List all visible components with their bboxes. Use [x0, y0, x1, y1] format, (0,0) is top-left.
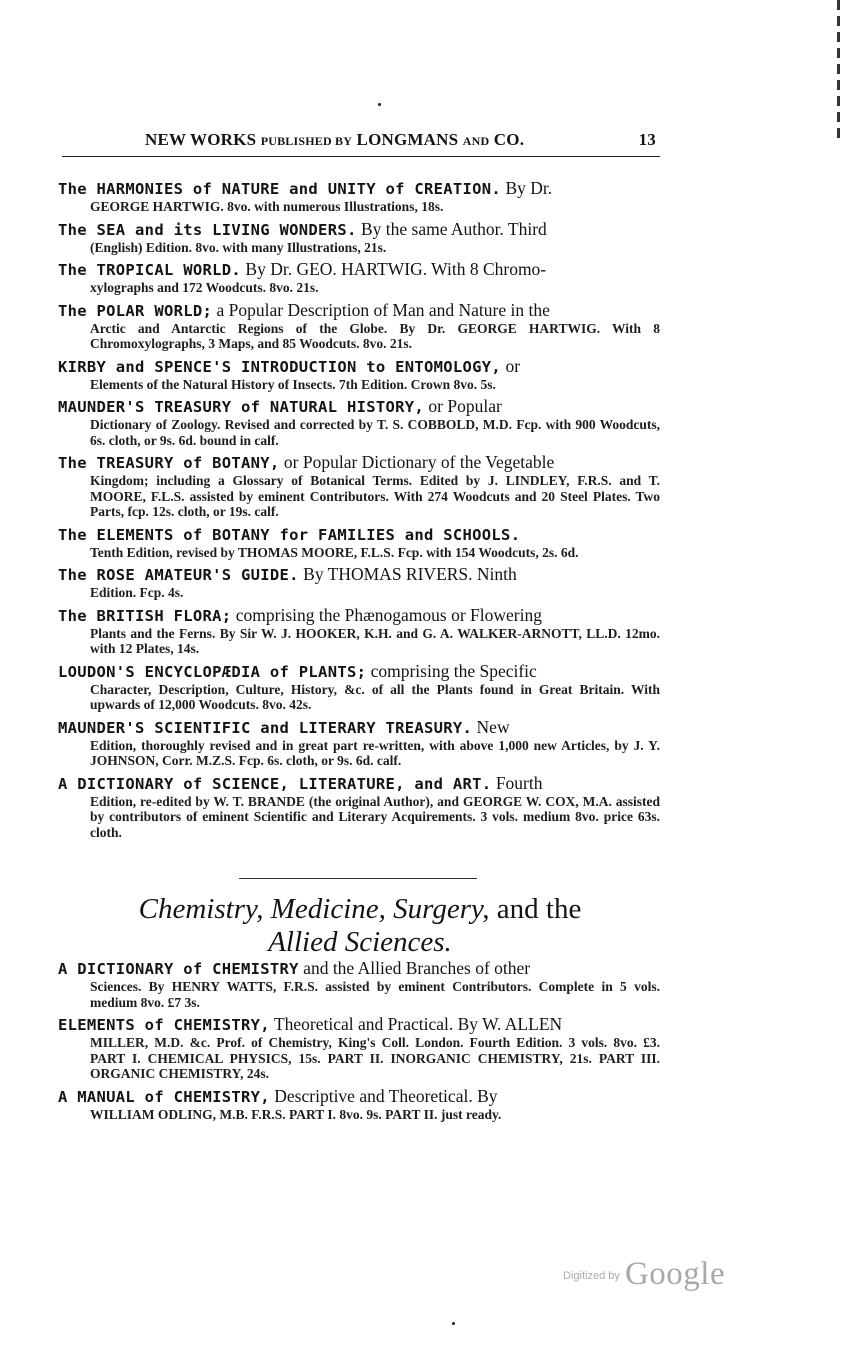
catalogue-entry: The TROPICAL WORLD. By Dr. GEO. HARTWIG. With 8 Chromo- xylographs and 172 Woodcuts. 8vo. 21s.: [58, 259, 547, 295]
catalogue-entry: The POLAR WORLD; a Popular Description of Man and Nature in the Arctic and Antarctic Regions of the Globe. By Dr. GEORGE HARTWIG. With 8 Chromoxylographs, 3 Maps, and 85 Woodcuts. 8vo. 21s.: [58, 299, 660, 351]
catalogue-entry: A MANUAL of CHEMISTRY, Descriptive and Theoretical. By WILLIAM ODLING, M.B. F.R.S. PART I. 8vo. 9s. PART II. just ready.: [58, 1085, 502, 1122]
catalogue-entry: The HARMONIES of NATURE and UNITY of CREATION. By Dr. GEORGE HARTWIG. 8vo. with numerous Illustrations, 18s.: [58, 178, 553, 214]
scan-edge-marks: [837, 0, 840, 140]
catalogue-entry: A DICTIONARY of SCIENCE, LITERATURE, and ART. Fourth Edition, re-edited by W. T. BRANDE (the original Author), and GEORGE W. COX, M.A. assisted by contributors of eminent Scientific and Literary Acquirements. 3 vols. medium 8vo. price 63s. cloth.: [58, 772, 660, 840]
catalogue-entry: A DICTIONARY of CHEMISTRY and the Allied Branches of other Sciences. By HENRY WATTS, F.R.S. assisted by eminent Contributors. Complete in 5 vols. medium 8vo. £7 3s.: [58, 958, 660, 1010]
page-number: 13: [638, 130, 656, 149]
running-header: [62, 128, 660, 158]
digitized-watermark: $^{Digitized by}$ Google: [563, 1256, 726, 1292]
section-divider: [239, 878, 477, 879]
catalogue-entry: The SEA and its LIVING WONDERS. By the same Author. Third (English) Edition. 8vo. with many Illustrations, 21s.: [58, 218, 547, 255]
catalogue-entry: The BRITISH FLORA; comprising the Phænogamous or Flowering Plants and the Ferns. By Sir W. J. HOOKER, K.H. and G. A. WALKER-ARNOTT, LL.D. 12mo. with 12 Plates, 14s.: [58, 604, 660, 656]
catalogue-entry: MAUNDER'S TREASURY of NATURAL HISTORY, or Popular Dictionary of Zoology. Revised and corrected by T. S. COBBOLD, M.D. Fcp. with 900 Woodcuts, 6s. cloth, or 9s. 6d. bound in calf.: [58, 396, 660, 448]
catalogue-entry: The TREASURY of BOTANY, or Popular Dictionary of the Vegetable Kingdom; including a Glossary of Botanical Terms. Edited by J. LINDLEY, F.R.S. and T. MOORE, F.L.S. assisted by eminent Contributors. With 274 Woodcuts and 20 Steel Plates. Two Parts, fcp. 12s. cloth, or 19s. calf.: [58, 452, 660, 519]
google-logo: Google: [624, 1256, 726, 1292]
catalogue-entry: KIRBY and SPENCE'S INTRODUCTION to ENTOMOLOGY, or Elements of the Natural History of Insects. 7th Edition. Crown 8vo. 5s.: [58, 355, 521, 392]
catalogue-list-natural-history: [58, 178, 660, 844]
section-heading: Chemistry, Medicine, Surgery, and the Allied Sciences.: [138, 893, 582, 958]
header-rule: [62, 156, 660, 157]
catalogue-list-chemistry: [58, 958, 660, 1126]
catalogue-entry: ELEMENTS of CHEMISTRY, Theoretical and Practical. By W. ALLEN MILLER, M.D. &c. Prof. of Chemistry, King's Coll. London. Fourth Edition. 3 vols. 8vo. £3. PART I. CHEMICAL PHYSICS, 15s. PART II. INORGANIC CHEMISTRY, 21s. PART III. ORGANIC CHEMISTRY, 24s.: [58, 1014, 660, 1081]
catalogue-entry: The ROSE AMATEUR'S GUIDE. By THOMAS RIVERS. Ninth Edition. Fcp. 4s.: [58, 564, 517, 600]
speck: [378, 103, 381, 106]
catalogue-entry: LOUDON'S ENCYCLOPÆDIA of PLANTS; comprising the Specific Character, Description, Culture, History, &c. of all the Plants found in Great Britain. With upwards of 12,000 Woodcuts. 8vo. 42s.: [58, 660, 660, 712]
speck: [452, 1322, 455, 1325]
catalogue-entry: MAUNDER'S SCIENTIFIC and LITERARY TREASURY. New Edition, thoroughly revised and in great part re-written, with above 1,000 new Articles, by J. Y. JOHNSON, Corr. M.Z.S. Fcp. 6s. cloth, or 9s. 6d. calf.: [58, 716, 660, 768]
running-title: NEW WORKS PUBLISHED BY LONGMANS AND CO.: [145, 130, 525, 149]
catalogue-entry: The ELEMENTS of BOTANY for FAMILIES and SCHOOLS. Tenth Edition, revised by THOMAS MOORE, F.L.S. Fcp. with 154 Woodcuts, 2s. 6d.: [58, 525, 579, 560]
